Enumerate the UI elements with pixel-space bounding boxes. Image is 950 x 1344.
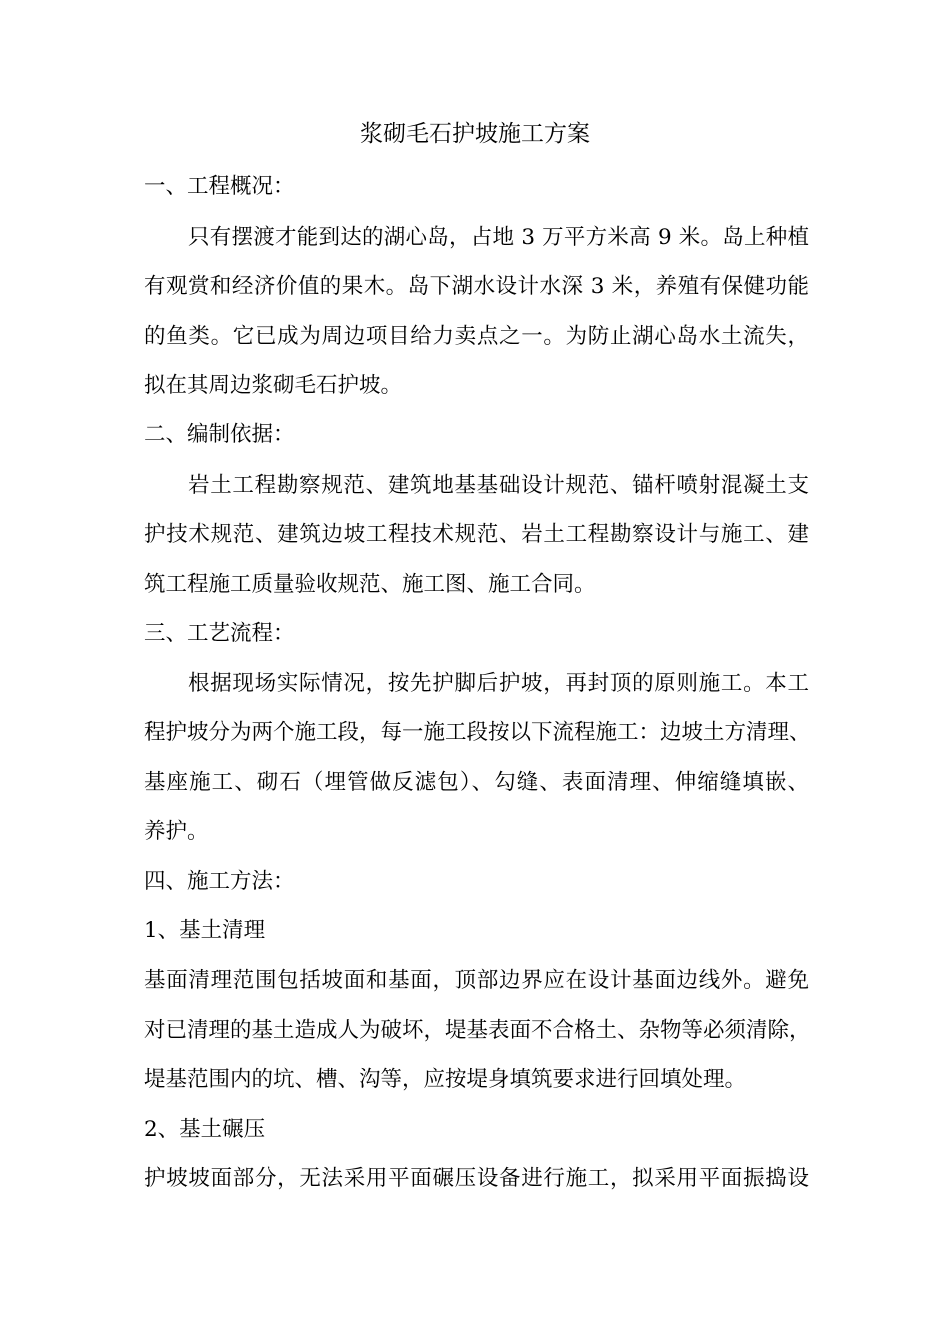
section-heading-overview: 一、工程概况：: [144, 174, 295, 199]
document-title: 浆砌毛石护坡施工方案: [360, 121, 590, 147]
paragraph-line: 筑工程施工质量验收规范、施工图、施工合同。: [144, 572, 596, 597]
paragraph-line: 基面清理范围包括坡面和基面，顶部边界应在设计基面边线外。避免: [144, 968, 809, 993]
paragraph-line: 根据现场实际情况，按先护脚后护坡，再封顶的原则施工。本工: [188, 671, 809, 696]
paragraph-line: 程护坡分为两个施工段，每一施工段按以下流程施工：边坡土方清理、: [144, 720, 811, 745]
paragraph-line: 有观赏和经济价值的果木。岛下湖水设计水深 3 米，养殖有保健功能: [144, 274, 809, 299]
paragraph-line: 拟在其周边浆砌毛石护坡。: [144, 373, 403, 398]
paragraph-line: 的鱼类。它已成为周边项目给力卖点之一。为防止湖心岛水土流失，: [144, 324, 809, 349]
subsection-heading-compaction: 2、基土碾压: [144, 1117, 266, 1142]
section-heading-process: 三、工艺流程：: [144, 621, 295, 646]
section-heading-basis: 二、编制依据：: [144, 422, 295, 447]
paragraph-line: 护技术规范、建筑边坡工程技术规范、岩土工程勘察设计与施工、建: [144, 522, 809, 547]
section-heading-methods: 四、施工方法：: [144, 869, 295, 894]
paragraph-line: 堤基范围内的坑、槽、沟等，应按堤身填筑要求进行回填处理。: [144, 1067, 747, 1092]
paragraph-line: 岩土工程勘察规范、建筑地基基础设计规范、锚杆喷射混凝土支: [188, 473, 809, 498]
paragraph-line: 基座施工、砌石（埋管做反滤包）、勾缝、表面清理、伸缩缝填嵌、: [144, 770, 809, 795]
subsection-heading-clearing: 1、基土清理: [144, 918, 266, 943]
paragraph-line: 只有摆渡才能到达的湖心岛，占地 3 万平方米高 9 米。岛上种植: [188, 225, 809, 250]
paragraph-line: 对已清理的基土造成人为破坏，堤基表面不合格土、杂物等必须清除，: [144, 1018, 811, 1043]
paragraph-line: 养护。: [144, 819, 209, 844]
paragraph-line: 护坡坡面部分，无法采用平面碾压设备进行施工，拟采用平面振捣设: [144, 1166, 809, 1191]
